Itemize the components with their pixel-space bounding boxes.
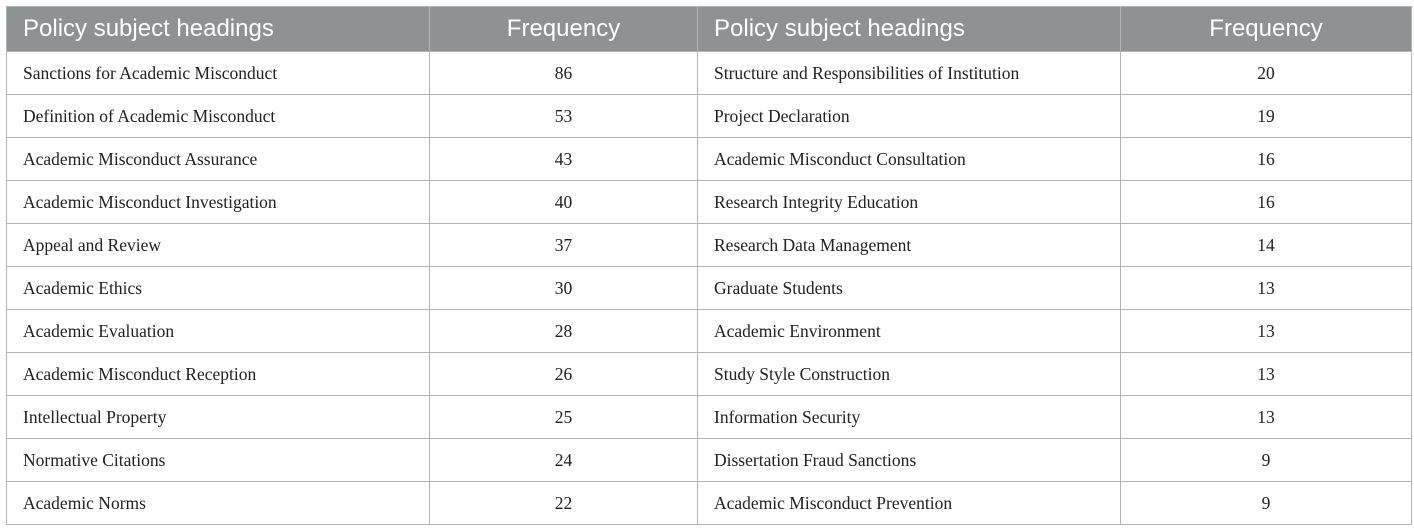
policy-heading-cell: Academic Environment [698, 310, 1121, 353]
table-body [7, 52, 1412, 525]
policy-heading-cell: Research Integrity Education [698, 181, 1121, 224]
frequency-cell: 16 [1121, 181, 1412, 224]
frequency-cell: 28 [430, 310, 698, 353]
policy-heading-cell: Academic Misconduct Consultation [698, 138, 1121, 181]
table-row [7, 138, 1412, 181]
frequency-cell: 16 [1121, 138, 1412, 181]
frequency-cell: 40 [430, 181, 698, 224]
policy-heading-cell: Graduate Students [698, 267, 1121, 310]
policy-heading-cell: Academic Norms [7, 482, 430, 525]
policy-heading-cell: Sanctions for Academic Misconduct [7, 52, 430, 95]
table-row [7, 353, 1412, 396]
policy-heading-cell: Structure and Responsibilities of Institution [698, 52, 1121, 95]
frequency-cell: 13 [1121, 310, 1412, 353]
frequency-cell: 9 [1121, 482, 1412, 525]
policy-heading-cell: Study Style Construction [698, 353, 1121, 396]
table-row [7, 224, 1412, 267]
frequency-cell: 20 [1121, 52, 1412, 95]
policy-heading-cell: Academic Misconduct Prevention [698, 482, 1121, 525]
frequency-cell: 13 [1121, 353, 1412, 396]
header-policy-subject-headings-left: Policy subject headings [7, 7, 430, 52]
frequency-cell: 53 [430, 95, 698, 138]
table-container [6, 6, 1412, 525]
frequency-cell: 86 [430, 52, 698, 95]
frequency-cell: 24 [430, 439, 698, 482]
table-row [7, 396, 1412, 439]
table-row [7, 310, 1412, 353]
policy-heading-cell: Definition of Academic Misconduct [7, 95, 430, 138]
policy-heading-cell: Project Declaration [698, 95, 1121, 138]
policy-frequency-table [6, 6, 1412, 525]
table-row [7, 52, 1412, 95]
frequency-cell: 22 [430, 482, 698, 525]
policy-heading-cell: Dissertation Fraud Sanctions [698, 439, 1121, 482]
table-row [7, 439, 1412, 482]
header-row [7, 7, 1412, 52]
policy-heading-cell: Appeal and Review [7, 224, 430, 267]
header-frequency-right: Frequency [1121, 7, 1412, 52]
frequency-cell: 13 [1121, 396, 1412, 439]
policy-heading-cell: Academic Misconduct Assurance [7, 138, 430, 181]
frequency-cell: 26 [430, 353, 698, 396]
table-row [7, 95, 1412, 138]
policy-heading-cell: Normative Citations [7, 439, 430, 482]
frequency-cell: 37 [430, 224, 698, 267]
policy-heading-cell: Information Security [698, 396, 1121, 439]
table-row [7, 267, 1412, 310]
frequency-cell: 13 [1121, 267, 1412, 310]
frequency-cell: 14 [1121, 224, 1412, 267]
frequency-cell: 19 [1121, 95, 1412, 138]
table-header [7, 7, 1412, 52]
frequency-cell: 30 [430, 267, 698, 310]
policy-heading-cell: Research Data Management [698, 224, 1121, 267]
policy-heading-cell: Academic Ethics [7, 267, 430, 310]
policy-heading-cell: Academic Evaluation [7, 310, 430, 353]
policy-heading-cell: Academic Misconduct Reception [7, 353, 430, 396]
frequency-cell: 43 [430, 138, 698, 181]
frequency-cell: 9 [1121, 439, 1412, 482]
table-row [7, 482, 1412, 525]
header-policy-subject-headings-right: Policy subject headings [698, 7, 1121, 52]
policy-heading-cell: Academic Misconduct Investigation [7, 181, 430, 224]
policy-heading-cell: Intellectual Property [7, 396, 430, 439]
frequency-cell: 25 [430, 396, 698, 439]
header-frequency-left: Frequency [430, 7, 698, 52]
table-row [7, 181, 1412, 224]
